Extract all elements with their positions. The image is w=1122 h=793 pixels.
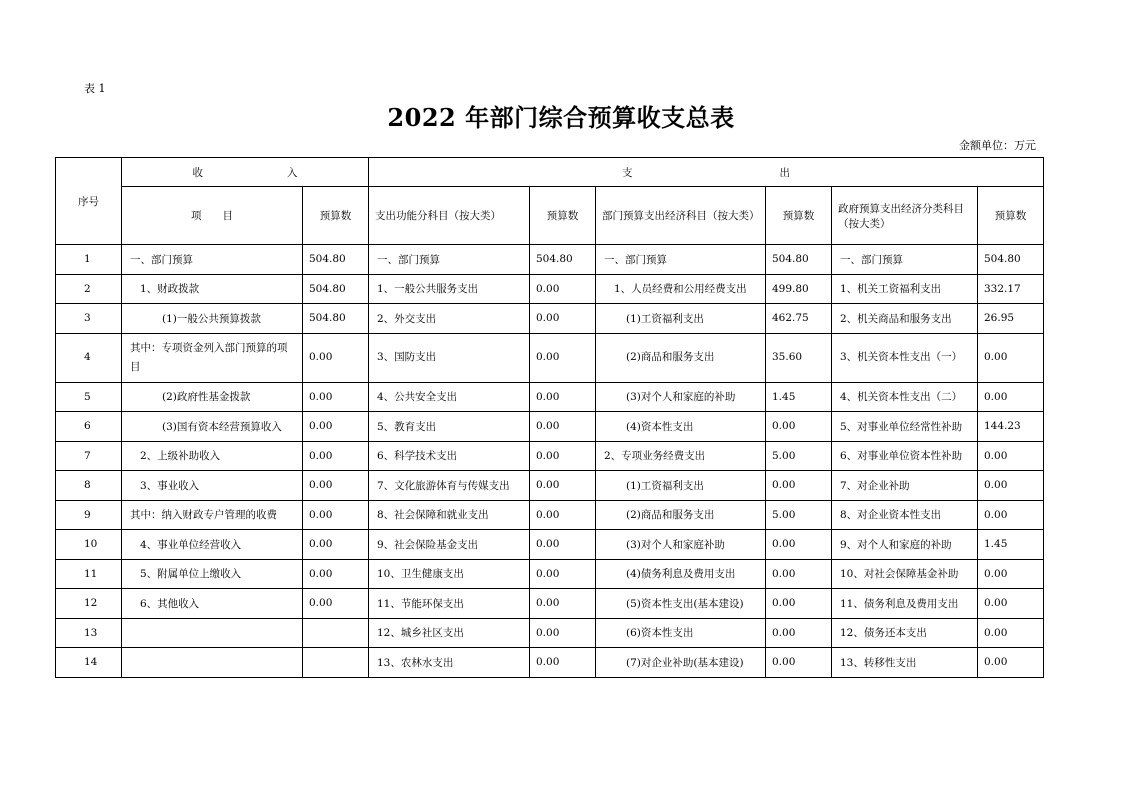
table-row [56,471,1044,501]
func-amount: 0.00 [530,530,596,560]
gov-item: 一、部门预算 [832,245,978,275]
func-item: 一、部门预算 [369,245,530,275]
func-amount: 0.00 [530,382,596,412]
header-row-columns [56,187,1044,245]
header-func-budget: 预算数 [530,187,596,245]
header-dept-budget: 预算数 [766,187,832,245]
func-amount: 0.00 [530,471,596,501]
dept-amount: 504.80 [766,245,832,275]
gov-amount: 0.00 [978,618,1044,648]
dept-amount: 35.60 [766,333,832,382]
income-item: (3)国有资本经营预算收入 [122,412,303,442]
dept-item: (3)对个人和家庭补助 [596,530,766,560]
gov-item: 11、债务利息及费用支出 [832,589,978,619]
gov-item: 5、对事业单位经常性补助 [832,412,978,442]
row-seq: 7 [56,441,122,471]
row-seq: 5 [56,382,122,412]
dept-amount: 1.45 [766,382,832,412]
income-amount: 504.80 [303,245,369,275]
gov-item: 3、机关资本性支出（一） [832,333,978,382]
gov-item: 4、机关资本性支出（二） [832,382,978,412]
header-item: 项 目 [122,187,303,245]
income-amount: 0.00 [303,471,369,501]
dept-item: 1、人员经费和公用经费支出 [596,274,766,304]
table-row [56,559,1044,589]
income-item: (1)一般公共预算拨款 [122,304,303,334]
dept-item: (2)商品和服务支出 [596,333,766,382]
row-seq: 12 [56,589,122,619]
gov-amount: 0.00 [978,471,1044,501]
dept-item: (3)对个人和家庭的补助 [596,382,766,412]
func-amount: 0.00 [530,274,596,304]
table-row [56,618,1044,648]
func-item: 13、农林水支出 [369,648,530,678]
func-amount: 0.00 [530,500,596,530]
func-item: 2、外交支出 [369,304,530,334]
table-number-label: 表 1 [84,82,106,95]
gov-amount: 0.00 [978,589,1044,619]
func-item: 12、城乡社区支出 [369,618,530,648]
income-item: 6、其他收入 [122,589,303,619]
income-amount: 504.80 [303,304,369,334]
table-row [56,500,1044,530]
table-row [56,648,1044,678]
table-row [56,441,1044,471]
row-seq: 2 [56,274,122,304]
header-gov-budget: 预算数 [978,187,1044,245]
gov-amount: 0.00 [978,382,1044,412]
header-expense: 支 出 [369,158,1044,187]
func-item: 6、科学技术支出 [369,441,530,471]
table-row [56,274,1044,304]
gov-amount: 0.00 [978,648,1044,678]
row-seq: 3 [56,304,122,334]
row-seq: 9 [56,500,122,530]
gov-item: 9、对个人和家庭的补助 [832,530,978,560]
income-amount: 0.00 [303,530,369,560]
amount-unit-label: 金额单位：万元 [959,139,1036,152]
table-row [56,333,1044,382]
row-seq: 4 [56,333,122,382]
func-amount: 0.00 [530,559,596,589]
dept-item: (4)债务利息及费用支出 [596,559,766,589]
page-title: 2022 年部门综合预算收支总表 [387,103,735,132]
func-amount: 0.00 [530,412,596,442]
gov-amount: 1.45 [978,530,1044,560]
dept-item: (1)工资福利支出 [596,471,766,501]
func-item: 5、教育支出 [369,412,530,442]
income-item: 1、财政拨款 [122,274,303,304]
dept-item: 一、部门预算 [596,245,766,275]
func-item: 1、一般公共服务支出 [369,274,530,304]
header-gov-econ: 政府预算支出经济分类科目（按大类） [832,187,978,245]
row-seq: 10 [56,530,122,560]
table-row [56,412,1044,442]
func-item: 11、节能环保支出 [369,589,530,619]
income-item: 5、附属单位上缴收入 [122,559,303,589]
dept-item: (2)商品和服务支出 [596,500,766,530]
func-item: 9、社会保险基金支出 [369,530,530,560]
income-item: 一、部门预算 [122,245,303,275]
income-item: 其中：专项资金列入部门预算的项目 [122,333,303,382]
header-item-budget: 预算数 [303,187,369,245]
func-amount: 0.00 [530,648,596,678]
gov-item: 12、债务还本支出 [832,618,978,648]
income-item: 2、上级补助收入 [122,441,303,471]
header-income: 收 入 [122,158,369,187]
dept-amount: 5.00 [766,441,832,471]
func-amount: 0.00 [530,441,596,471]
header-seq: 序号 [56,158,122,245]
dept-item: (4)资本性支出 [596,412,766,442]
dept-item: (1)工资福利支出 [596,304,766,334]
dept-amount: 0.00 [766,530,832,560]
header-row-groups [56,158,1044,187]
dept-amount: 0.00 [766,648,832,678]
dept-item: 2、专项业务经费支出 [596,441,766,471]
income-item: 其中：纳入财政专户管理的收费 [122,500,303,530]
gov-amount: 144.23 [978,412,1044,442]
table-row [56,382,1044,412]
dept-item: (5)资本性支出(基本建设) [596,589,766,619]
income-item [122,618,303,648]
row-seq: 11 [56,559,122,589]
income-amount: 504.80 [303,274,369,304]
dept-amount: 5.00 [766,500,832,530]
func-item: 7、文化旅游体育与传媒支出 [369,471,530,501]
income-amount: 0.00 [303,412,369,442]
row-seq: 14 [56,648,122,678]
income-item: 3、事业收入 [122,471,303,501]
func-amount: 504.80 [530,245,596,275]
header-func-class: 支出功能分科目（按大类） [369,187,530,245]
income-amount [303,648,369,678]
func-item: 4、公共安全支出 [369,382,530,412]
gov-item: 7、对企业补助 [832,471,978,501]
income-amount: 0.00 [303,382,369,412]
gov-amount: 332.17 [978,274,1044,304]
gov-item: 6、对事业单位资本性补助 [832,441,978,471]
income-amount: 0.00 [303,333,369,382]
gov-amount: 0.00 [978,333,1044,382]
income-item [122,648,303,678]
income-amount [303,618,369,648]
income-amount: 0.00 [303,559,369,589]
gov-item: 10、对社会保障基金补助 [832,559,978,589]
dept-amount: 0.00 [766,589,832,619]
table-row [56,304,1044,334]
func-amount: 0.00 [530,589,596,619]
dept-amount: 0.00 [766,471,832,501]
dept-amount: 0.00 [766,618,832,648]
dept-amount: 462.75 [766,304,832,334]
gov-item: 13、转移性支出 [832,648,978,678]
income-amount: 0.00 [303,589,369,619]
func-item: 3、国防支出 [369,333,530,382]
dept-amount: 499.80 [766,274,832,304]
gov-item: 1、机关工资福利支出 [832,274,978,304]
row-seq: 6 [56,412,122,442]
income-amount: 0.00 [303,441,369,471]
dept-item: (6)资本性支出 [596,618,766,648]
gov-amount: 0.00 [978,500,1044,530]
dept-item: (7)对企业补助(基本建设) [596,648,766,678]
func-amount: 0.00 [530,304,596,334]
header-dept-econ: 部门预算支出经济科目（按大类） [596,187,766,245]
row-seq: 8 [56,471,122,501]
gov-amount: 26.95 [978,304,1044,334]
gov-item: 2、机关商品和服务支出 [832,304,978,334]
budget-summary-table [55,157,1044,678]
gov-amount: 0.00 [978,559,1044,589]
table-row [56,245,1044,275]
func-item: 8、社会保障和就业支出 [369,500,530,530]
income-item: (2)政府性基金拨款 [122,382,303,412]
row-seq: 1 [56,245,122,275]
income-amount: 0.00 [303,500,369,530]
row-seq: 13 [56,618,122,648]
func-amount: 0.00 [530,618,596,648]
dept-amount: 0.00 [766,412,832,442]
gov-amount: 0.00 [978,441,1044,471]
table-row [56,589,1044,619]
gov-amount: 504.80 [978,245,1044,275]
table-row [56,530,1044,560]
dept-amount: 0.00 [766,559,832,589]
func-item: 10、卫生健康支出 [369,559,530,589]
func-amount: 0.00 [530,333,596,382]
income-item: 4、事业单位经营收入 [122,530,303,560]
gov-item: 8、对企业资本性支出 [832,500,978,530]
